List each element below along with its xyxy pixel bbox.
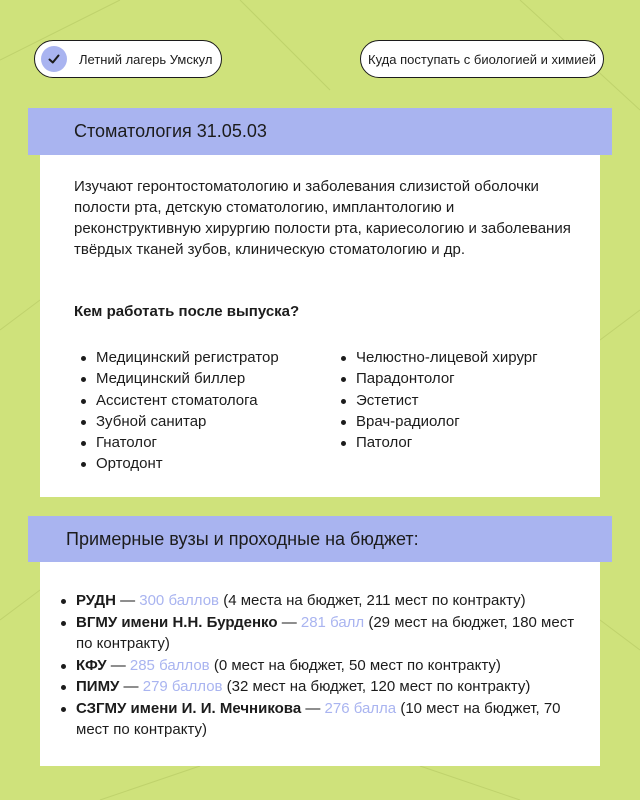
list-item: Парадонтолог [338,368,538,389]
careers-list-right [338,347,538,453]
university-item: КФУ — 285 баллов (0 мест на бюджет, 50 мест по контракту) [58,655,578,677]
university-name: РУДН [76,592,116,609]
list-item: Врач-радиолог [338,411,538,432]
university-details: (32 мест на бюджет, 120 мест по контракту) [222,678,531,695]
camp-tag[interactable] [34,40,222,78]
topic-tag-label: Куда поступать с биологией и химией [368,51,596,67]
university-item: ПИМУ — 279 баллов (32 мест на бюджет, 120 мест по контракту) [58,676,578,698]
university-details: (10 мест на бюджет, 70 мест по контракту) [76,699,561,738]
topic-tag[interactable] [360,40,604,78]
university-score: 300 баллов [139,592,220,609]
university-item: ВГМУ имени Н.Н. Бурденко — 281 балл (29 мест на бюджет, 180 мест по контракту) [58,612,578,655]
list-item: Ортодонт [78,453,279,474]
university-score: 281 балл [300,613,365,631]
university-item: РУДН — 300 баллов (4 места на бюджет, 211 мест по контракту) [58,590,578,612]
university-details: (0 мест на бюджет, 50 мест по контракту) [209,656,501,674]
university-score: 279 баллов [142,678,223,695]
list-item: Гнатолог [78,432,279,453]
specialty-description: Изучают геронтостоматологию и заболевания слизистой оболочки полости рта, детскую стоматологию, имплантологию и реконструктивную хирургию полости рта, кариесологию и заболевания твёрдых тканей зубов, клиническую стоматологию и др. [74,178,571,258]
university-score: 276 балла [324,699,397,717]
universities-title-bar [28,516,612,562]
university-details: (4 места на бюджет, 211 мест по контракту) [219,592,526,609]
specialty-title-bar [28,108,612,155]
careers-heading: Кем работать после выпуска? [74,303,300,320]
camp-tag-label: Летний лагерь Умскул [79,51,213,67]
list-item: Медицинский биллер [78,368,279,389]
universities-list [58,590,578,741]
list-item: Зубной санитар [78,411,279,432]
university-name: СЗГМУ имени И. И. Мечникова [76,699,302,717]
university-name: ВГМУ имени Н.Н. Бурденко [76,613,278,631]
checkmark-icon [41,46,67,72]
list-item: Эстетист [338,390,538,411]
university-name: КФУ [76,656,107,674]
university-item: СЗГМУ имени И. И. Мечникова — 276 балла (10 мест на бюджет, 70 мест по контракту) [58,698,578,741]
list-item: Ассистент стоматолога [78,390,279,411]
specialty-title: Стоматология 31.05.03 [74,121,267,141]
list-item: Патолог [338,432,538,453]
university-score: 285 баллов [129,656,210,674]
university-name: ПИМУ [76,678,120,695]
university-details: (29 мест на бюджет, 180 мест по контракту) [76,613,575,652]
universities-title: Примерные вузы и проходные на бюджет: [66,528,419,549]
careers-list-left [78,347,279,475]
list-item: Челюстно-лицевой хирург [338,347,538,368]
list-item: Медицинский регистратор [78,347,279,368]
